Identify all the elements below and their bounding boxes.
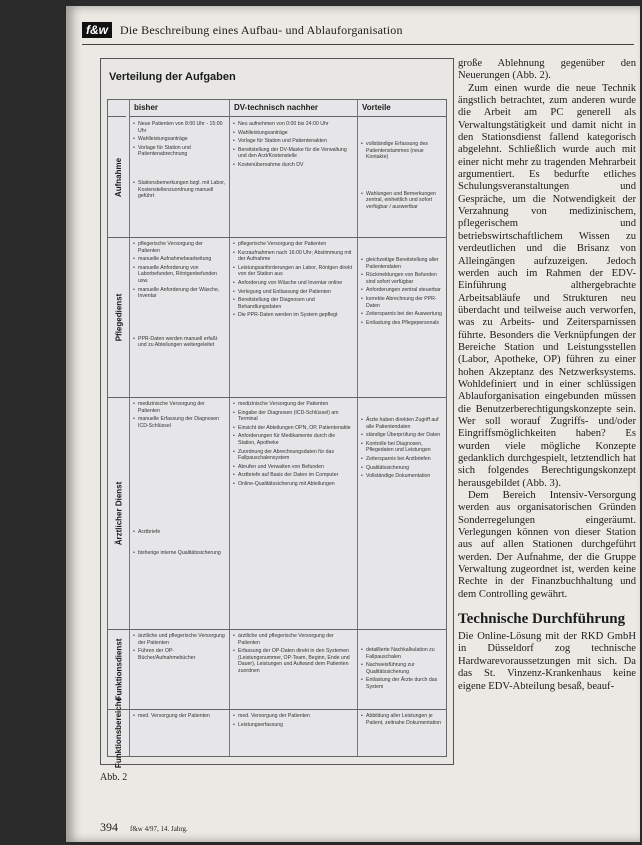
figure-title: Verteilung der Aufgaben (109, 71, 236, 83)
list-item: • manuelle Anforderung von Laborbefunden, Röntgenbefunden usw. (138, 265, 226, 285)
section-funktionsdienst (108, 629, 446, 710)
list-item: • Einsicht der Abteilungen OPN, OP, Patientenakte (238, 425, 354, 432)
list-item: • ärztliche und pflegerische Versorgung der Patienten (138, 633, 226, 646)
page-number: 394 (100, 820, 118, 834)
list-item: • Zeitersparnis bei Arztbriefen (366, 456, 442, 463)
list-item: • Abbildung aller Leistungen je Patient, zeitnahe Dokumentation (366, 713, 442, 726)
section-label: Ärztlicher Dienst (114, 481, 124, 545)
list-item: • med. Versorgung der Patienten (138, 713, 226, 720)
cell-vorteile (360, 417, 442, 482)
cell-vorteile (360, 141, 442, 213)
cell-bisher (132, 241, 226, 351)
list-item: • Stationsbemerkungen bzgl. mit Labor, Kostenstellenzuordnung manuell geführt (138, 180, 226, 200)
list-item: • Entlastung des Pflegepersonals (366, 320, 442, 327)
list-item: • korrekte Abrechnung der PPR-Daten (366, 296, 442, 309)
paragraph: Dem Bereich Intensiv-Versorgung werden aus organisatorischen Gründen Sonderregelungen eingeräumt. Verlegungen können von dieser Station aus auf allen Stationen durchgeführt werden. Der Aufnahme, der die Gruppe Verwaltung zugeordnet ist, werden keine Rechte in der Finanzbuchhaltung und dem Controlling gewährt. (458, 490, 636, 600)
list-item: • Abrufen und Verwalten von Befunden (238, 464, 354, 471)
list-item: • Bereitstellung der Diagnosen und Behandlungsdaten (238, 297, 354, 310)
list-item: • ärztliche und pflegerische Versorgung der Patienten (238, 633, 354, 646)
list-item: • medizinische Versorgung der Patienten (238, 401, 354, 408)
list-item: • Arztbriefe auf Basis der Daten im Computer (238, 472, 354, 479)
list-item: • bisherige interne Qualitätssicherung (138, 550, 226, 557)
list-item: • vollständige Erfassung des Patientenstammes (neue Kontakte) (366, 141, 442, 161)
list-item: • pflegerische Versorgung der Patienten (238, 241, 354, 248)
list-item: • detaillierte Nachkalkulation zu Fallpauschalen (366, 647, 442, 660)
column-header-nachher: DV-technisch nachher (230, 100, 358, 117)
list-item: • Ärzte haben direkten Zugriff auf alle Patientendaten (366, 417, 442, 430)
list-item: • Neue Patienten von 8:00 Uhr - 15:00 Uhr (138, 121, 226, 134)
paragraph: Die Online-Lösung mit der RKD GmbH in Düsseldorf zog technische Hardwarevoraussetzungen mit sich. Da das St. Vinzenz-Krankenhaus keine eigene EDV-Abteilung besaß, beauf- (458, 631, 636, 692)
list-item: • Führen der OP-Bücher/Aufnahmebücher (138, 648, 226, 661)
cell-nachher (232, 241, 354, 321)
book-page (66, 6, 640, 842)
list-item: • Wahlleistungsanträge (238, 130, 354, 137)
list-item: • Erfassung der OP-Daten direkt in den Systemen (Leistungsnummer, OP-Team, Beginn, Ende und Dauer), Leistungen und Aufwand dem Patienten zuordnen (238, 648, 354, 674)
cell-nachher (232, 633, 354, 677)
list-item: • Online-Qualitätssicherung mit Abteilungen (238, 481, 354, 488)
paragraph: große Ablehnung gegenüber den Neuerungen (Abb. 2). (458, 58, 636, 82)
header-rule (82, 44, 634, 45)
section-aerztlicher-dienst (108, 397, 446, 630)
list-item: • Neu aufnehmen von 0:00 bis 24:00 Uhr (238, 121, 354, 128)
list-item: • Rückmeldungen von Befunden sind sofort verfügbar (366, 272, 442, 285)
body-text-column (458, 58, 636, 693)
cell-vorteile (360, 713, 442, 728)
list-item: • medizinische Versorgung der Patienten (138, 401, 226, 414)
list-item: • Wahlungen und Bemerkungen zentral, einheitlich und sofort verfügbar / auswertbar (366, 191, 442, 211)
list-item: • Die PPR-Daten werden im System gepflegt (238, 312, 354, 319)
list-item: • Leistungserfassung (238, 722, 354, 729)
section-label: Funktionsbereiche (114, 696, 124, 768)
section-heading: Technische Durchführung (458, 611, 626, 628)
section-label: Aufnahme (114, 157, 124, 197)
list-item: • Eingabe der Diagnosen (ICD-Schlüssel) am Terminal (238, 410, 354, 423)
column-header-vorteile: Vorteile (358, 100, 446, 117)
list-item: • Leistungsanforderungen an Labor, Röntgen direkt von der Station aus (238, 265, 354, 278)
list-item: • Kurzaufnahmen nach 16:00 Uhr; Abstimmung mit der Aufnahme (238, 250, 354, 263)
list-item: • Qualitätssicherung (366, 465, 442, 472)
section-aufnahme (108, 117, 446, 238)
list-item: • Anforderungen für Medikamente durch die Station, Apotheke (238, 433, 354, 446)
list-item: • pflegerische Versorgung der Patienten (138, 241, 226, 254)
cell-bisher (132, 401, 226, 559)
cell-vorteile (360, 647, 442, 693)
list-item: • Entlastung der Ärzte durch das System (366, 677, 442, 690)
section-label: Funktionsdienst (114, 638, 124, 700)
section-funktionsbereiche (108, 696, 446, 768)
paragraph: Zum einen wurde die neue Technik ängstlich betrachtet, zum anderen wurde die Arbeit am PC generell als Verwaltungstätigkeit und damit nicht in den Stationsdienst fallend kategorisch abgelehnt. Schließlich wurde auch mit einer nicht mehr zu tragenden Mehrarbeit argumentiert. Es bedurfte etliches Schulungsveranstaltungen und Gespräche, um die Notwendigkeit der Verzahnung von medizinischem, pflegerischem und betriebswirtschaftlichem Wissen zu verdeutlichen und die Brisanz von Alleingängen aufzuzeigen. Jedoch werden auch im Rahmen der EDV-Einführung althergebrachte Arbeitsabläufe und Strukturen neu überdacht und teilweise auch verworfen, was zu Arbeits- und Zeitersparnissen führte. Besonders die Verknüpfungen der Bereiche Station und Leistungsstellen (Labor, Apotheke, OP) führen zu einer hohen Akzeptanz des Netzwerksystems. Wohldefiniert und in einer schlüssigen Ablauforganisation eingebunden müssen die Benutzerberechtigungskonzepte sein. Wer soll worauf Zugriffs- und/oder Eingriffsmöglichkeiten haben? Es wurden viele mögliche Konzepte gedanklich durchgespielt, letztendlich hat sich folgendes Berechtigungskonzept herausgebildet (Abb. 3). (458, 82, 636, 489)
list-item: • Anforderung von Wäsche und Inventar online (238, 280, 354, 287)
column-header-blank (108, 100, 126, 117)
cell-bisher (132, 633, 226, 663)
list-item: • Bereitstellung der DV-Maske für die Verwaltung und den Arzt/Kostenstelle (238, 147, 354, 160)
list-item: • Vorlage für Station und Patientenabrechnung (138, 145, 226, 158)
cell-bisher (132, 713, 226, 722)
list-item: • Vorlage für Station und Patientenakten (238, 138, 354, 145)
cell-nachher (232, 713, 354, 730)
page-footer (100, 820, 188, 835)
journal-logo: f&w (82, 22, 112, 38)
section-pflegedienst (108, 237, 446, 398)
list-item: • manuelle Anforderung der Wäsche, Inventar (138, 287, 226, 300)
cell-nachher (232, 401, 354, 490)
footer-note: f&w 4/97, 14. Jahrg. (130, 825, 188, 833)
list-item: • ständige Überprüfung der Daten (366, 432, 442, 439)
running-header (82, 18, 632, 42)
list-item: • Zuordnung der Abrechnungsdaten für das Fallpauschalensystem (238, 449, 354, 462)
section-label: Pflegedienst (114, 293, 124, 341)
list-item: • Kostenübernahme durch DV (238, 162, 354, 169)
list-item: • Verlegung und Entlassung der Patienten (238, 289, 354, 296)
cell-bisher (132, 121, 226, 202)
column-header-bisher: bisher (130, 100, 230, 117)
list-item: • Wahlleistungsanträge (138, 136, 226, 143)
list-item: • med. Versorgung der Patienten (238, 713, 354, 720)
running-header-title: Die Beschreibung eines Aufbau- und Ablauforganisation (120, 22, 403, 37)
task-table (107, 99, 447, 768)
list-item: • Anforderungen zentral steuerbar (366, 287, 442, 294)
list-item: • gleichzeitige Bereitstellung aller Patientendaten (366, 257, 442, 270)
figure-box (100, 58, 454, 768)
list-item: • Vollständige Dokumentation (366, 473, 442, 480)
list-item: • manuelle Aufnahmebearbeitung (138, 256, 226, 263)
cell-vorteile (360, 257, 442, 328)
list-item: • Arztbriefe (138, 529, 226, 536)
cell-nachher (232, 121, 354, 171)
list-item: • manuelle Erfassung der Diagnosen ICD-Schlüssel (138, 416, 226, 429)
list-item: • Zeitersparnis bei der Auswertung (366, 311, 442, 318)
list-item: • Nachweisführung zur Qualitätssicherung (366, 662, 442, 675)
figure-caption: Abb. 2 (100, 772, 128, 783)
list-item: • PPR-Daten werden manuell erfaßt und zu Abteilungen weitergeleitet (138, 336, 226, 349)
list-item: • Kontrolle bei Diagnosen, Pflegedaten und Leistungen (366, 441, 442, 454)
